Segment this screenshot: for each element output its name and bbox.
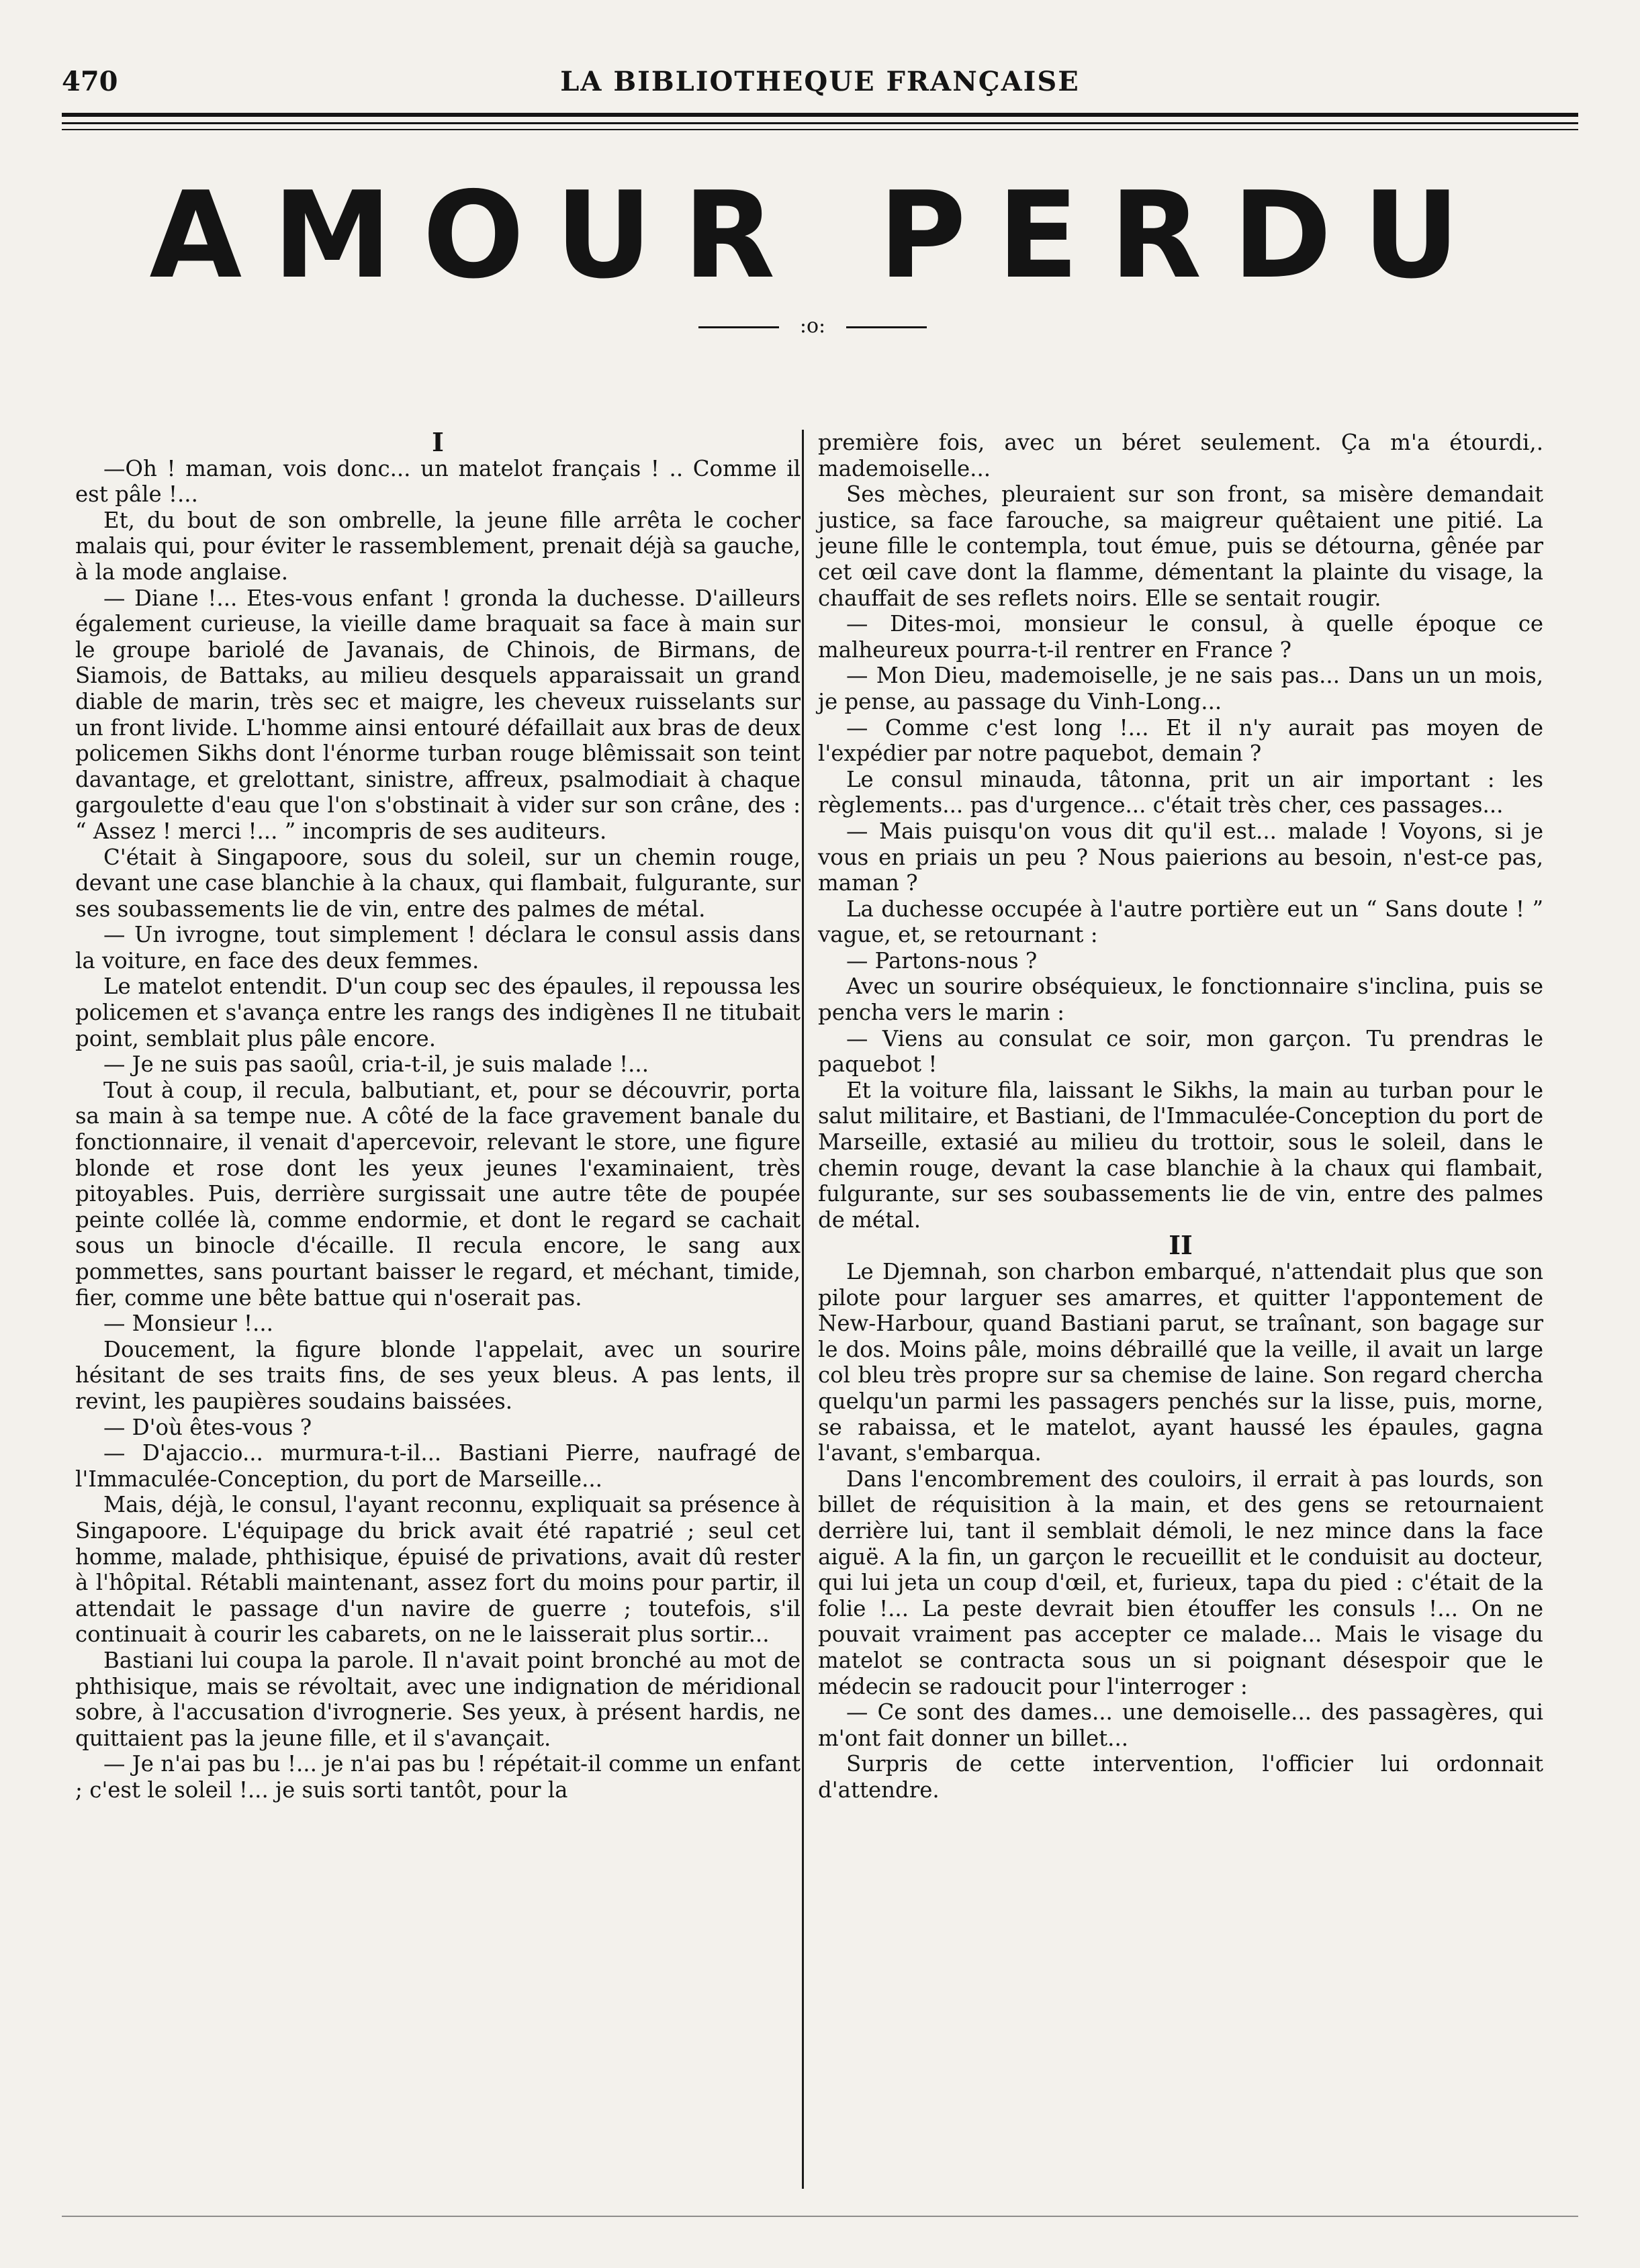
paragraph: — D'ajaccio... murmura-t-il... Bastiani Pierre, naufragé de l'Immaculée-Conception, du port de Marseille... [75,1440,801,1492]
title-ornament [698,314,927,341]
paragraph: Et, du bout de son ombrelle, la jeune fille arrêta le cocher malais qui, pour éviter le rassemblement, prenait déjà sa gauche, à la mode anglaise. [75,507,801,585]
paragraph: — Monsieur !... [103,1311,273,1337]
paragraph: Avec un sourire obséquieux, le fonctionnaire s'inclina, puis se pencha vers le marin : [818,974,1543,1026]
paragraph: — Je ne suis pas saoûl, cria-t-il, je suis malade !... [103,1051,649,1078]
paragraph: — D'où êtes-vous ? [103,1414,312,1440]
paragraph: Mais, déjà, le consul, l'ayant reconnu, expliquait sa présence à Singapoore. L'équipage du brick avait été rapatrié ; seul cet homme, malade, phthisique, épuisé de privations, avait dû rester à l'hôpital. Rétabli maintenant, assez fort du moins pour partir, il attendait le passage d'un navire de guerre ; toutefois, s'il continuait à courir les cabarets, on ne le laisserait plus sortir... [75,1492,801,1648]
paragraph: — Je n'ai pas bu !... je n'ai pas bu ! répétait-il comme un enfant ; c'est le soleil !... je suis sorti tantôt, pour la [75,1751,801,1803]
paragraph: — Mais puisqu'on vous dit qu'il est... malade ! Voyons, si je vous en priais un peu ? Nous paierions au besoin, n'est-ce pas, maman ? [818,818,1543,896]
running-title: LA BIBLIOTHEQUE FRANÇAISE [560,66,1080,97]
paragraph: Le consul minauda, tâtonna, prit un air important : les règlements... pas d'urgence... c'était très cher, ces passages... [818,766,1543,818]
paragraph: — Un ivrogne, tout simplement ! déclara le consul assis dans la voiture, en face des deux femmes. [75,922,801,974]
header-rule-thin [62,122,1578,124]
paragraph: Doucement, la figure blonde l'appelait, avec un sourire hésitant de ses traits fins, de ses yeux bleus. A pas lents, il revint, les paupières soudains baissées. [75,1336,801,1414]
paragraph: première fois, avec un béret seulement. Ça m'a étourdi,. mademoiselle... [818,430,1543,481]
paragraph: — Mon Dieu, mademoiselle, je ne sais pas... Dans un un mois, je pense, au passage du Vinh-Long... [818,663,1543,714]
header-rule-thick [62,113,1578,117]
header-rule-thin-2 [62,129,1578,130]
column-divider [802,430,804,2189]
section-numeral-1: I [432,427,444,457]
bottom-rule [62,2216,1578,2217]
paragraph: Tout à coup, il recula, balbutiant, et, pour se découvrir, porta sa main à sa tempe nue. A côté de la face gravement banale du fonctionnaire, il venait d'apercevoir, relevant le store, une figure blonde et rose dont les yeux jeunes l'examinaient, très pitoyables. Puis, derrière surgissait une autre tête de poupée peinte collée là, comme endormie, et dont le regard se cachait sous un binocle d'écaille. Il recula encore, le sang aux pommettes, sans pourtant baisser le regard, et méchant, timide, fier, comme une bête battue qui n'oserait pas. [75,1077,801,1311]
paragraph: La duchesse occupée à l'autre portière eut un “ Sans doute ! ” vague, et, se retournant : [818,896,1543,948]
paragraph: Bastiani lui coupa la parole. Il n'avait point bronché au mot de phthisique, mais se révoltait, avec une indignation de méridional sobre, à l'accusation d'ivrognerie. Ses yeux, à présent hardis, ne quittaient pas la jeune fille, et il s'avançait. [75,1647,801,1751]
paragraph: — Partons-nous ? [846,947,1038,974]
column-right [818,430,1543,1803]
paragraph: Le Djemnah, son charbon embarqué, n'attendait plus que son pilote pour larguer ses amarres, et quitter l'appontement de New-Harbour, quand Bastiani parut, se traînant, son bagage sur le dos. Moins pâle, moins débraillé que la veille, il avait un large col bleu très propre sur sa chemise de laine. Son regard chercha quelqu'un parmi les passagers penchés sur la lisse, puis, morne, se rabaissa, et le matelot, ayant haussé les épaules, gagna l'avant, s'embarqua. [818,1259,1543,1466]
paragraph: — Ce sont des dames... une demoiselle... des passagères, qui m'ont fait donner un billet... [818,1699,1543,1751]
section-numeral-2: II [1169,1230,1193,1261]
paragraph: C'était à Singapoore, sous du soleil, sur un chemin rouge, devant une case blanchie à la chaux, qui flambait, fulgurante, sur ses soubassements lie de vin, entre des palmes de métal. [75,844,801,922]
paragraph: — Diane !... Etes-vous enfant ! gronda la duchesse. D'ailleurs également curieuse, la vieille dame braquait sa face à main sur le groupe bariolé de Javanais, de Chinois, de Birmans, de Siamois, de Battaks, au milieu desquels apparaissait un grand diable de marin, très sec et maigre, les cheveux ruisselants sur un front livide. L'homme ainsi entouré défaillait aux bras de deux policemen Sikhs dont l'énorme turban rouge blêmissait son teint davantage, et grelottant, sinistre, affreux, psalmodiait à chaque gargoulette d'eau que l'on s'obstinait à vider sur son crâne, des : “ Assez ! merci !... ” incompris de ses auditeurs. [75,585,801,844]
paragraph: — Comme c'est long !... Et il n'y aurait pas moyen de l'expédier par notre paquebot, demain ? [818,714,1543,767]
paragraph: Et la voiture fila, laissant le Sikhs, la main au turban pour le salut militaire, et Bastiani, de l'Immaculée-Conception du port de Marseille, extasié au milieu du trottoir, sous le soleil, dans le chemin rouge, devant la case blanchie à la chaux qui flambait, fulgurante, sur ses soubassements lie de vin, entre des palmes de métal. [818,1077,1543,1233]
paragraph: —Oh ! maman, vois donc... un matelot français ! .. Comme il est pâle !... [75,455,801,508]
paragraph: Dans l'encombrement des couloirs, il errait à pas lourds, son billet de réquisition à la main, et des gens se retournaient derrière lui, tant il semblait démoli, le nez mince dans la face aiguë. A la fin, un garçon le recueillit et le conduisit au docteur, qui lui jeta un coup d'œil, et, furieux, tapa du pied : c'était de la folie !... La peste devrait bien étouffer les consuls !... On ne pouvait vraiment pas accepter ce malade... Mais le visage du matelot se contracta sous un si poignant désespoir que le médecin se radoucit pour l'interroger : [818,1466,1543,1699]
paragraph: Ses mèches, pleuraient sur son front, sa misère demandait justice, sa face farouche, sa maigreur quêtaient une pitié. La jeune fille le contempla, tout émue, puis se détourna, gênée par cet œil cave dont la flamme, démentant la plainte du visage, la chauffait de ses reflets noirs. Elle se sentait rougir. [818,481,1543,611]
page-number: 470 [62,66,118,97]
ornament-symbol: :o: [799,314,826,338]
paragraph: — Dites-moi, monsieur le consul, à quelle époque ce malheureux pourra-t-il rentrer en France ? [818,611,1543,663]
paragraph: — Viens au consulat ce soir, mon garçon. Tu prendras le paquebot ! [818,1025,1543,1078]
running-header [62,62,1578,102]
paragraph: Surpris de cette intervention, l'officier lui ordonnait d'attendre. [818,1751,1543,1803]
ornament-line-right [846,326,927,328]
article-title: AMOUR PERDU [149,166,1491,305]
column-left [75,427,801,1803]
paragraph: Le matelot entendit. D'un coup sec des épaules, il repoussa les policemen et s'avança entre les rangs des indigènes Il ne titubait point, semblait plus pâle encore. [75,974,801,1051]
